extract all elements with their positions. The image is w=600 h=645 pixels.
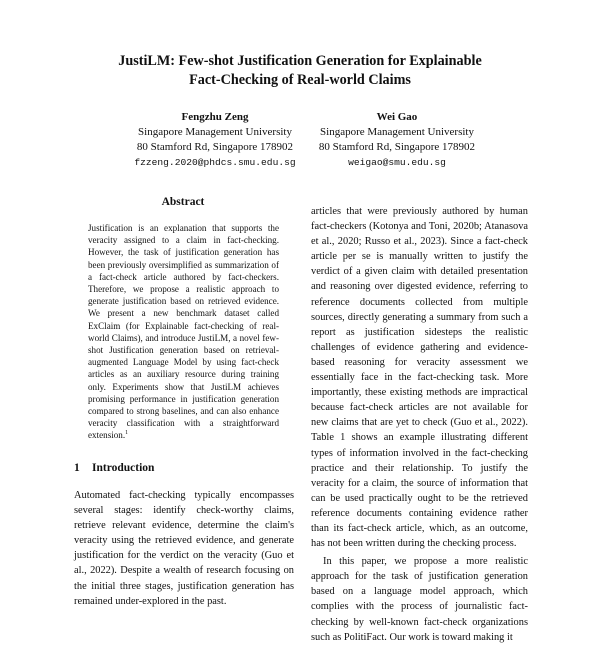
section-number: 1	[74, 462, 80, 474]
author-address: 80 Stamford Rd, Singapore 178902	[136, 141, 294, 153]
author-name: Wei Gao	[376, 111, 418, 123]
abstract-heading: Abstract	[161, 196, 205, 208]
author-name: Fengzhu Zeng	[181, 111, 249, 123]
left-column-body	[74, 488, 294, 609]
author-address: 80 Stamford Rd, Singapore 178902	[318, 141, 476, 153]
section-title: Introduction	[92, 462, 155, 474]
author-block-2	[287, 110, 507, 170]
author-affiliation: Singapore Management University	[320, 126, 474, 138]
abstract-text	[88, 222, 279, 442]
abstract-paragraph: Justification is an explanation that supports the veracity assigned to a claim in fact-checking. However, the task of justification generation has been previously oversimplified as summarization of a fact-check article authored by fact-checkers. Therefore, we propose a realistic approach to generate justification based on retrieved evidence. We present a new benchmark dataset called ExClaim (for Explainable fact-checking of real-world Claims), and introduce JustiLM, a novel few-shot Justification generation based on retrieval-augmented Language Model by using fact-check articles as an auxiliary resource during training only. Experiments show that JustiLM achieves promising performance in justification generation compared to strong baselines, and can also enhance veracity classification with a straightforward extension.	[88, 223, 279, 441]
author-email: fzzeng.2020@phdcs.smu.edu.sg	[134, 157, 296, 168]
footnote-mark: 1	[125, 430, 129, 437]
paper-title	[0, 52, 600, 90]
author-email: weigao@smu.edu.sg	[348, 157, 446, 168]
body-paragraph: articles that were previously authored by human fact-checkers (Kotonya and Toni, 2020b; Atanasova et al., 2020; Russo et al., 2023). Since a fact-check article per se is manually written to justify the verdict of a given claim with detailed presentation and reasoning over digested evidence, referring to reference documents collected from multiple sources, directly generating a summary from such a report as justification sidesteps the realistic challenges of evidence gathering and evidence-based reasoning for veracity assessment we essentially face in the fact-checking task. More importantly, these existing methods are impractical because fact-check articles are not available for new claims that are yet to check (Guo et al., 2022). Table 1 shows an example illustrating different types of information involved in the fact-checking practice and their relationship. To justify the veracity for a claim, the source of information that can be used practically ought to be the retrieved reference documents containing evidence rather than its fact-check article, which, as an outcome, has not been written during the checking process.	[311, 206, 528, 550]
section-heading-introduction	[74, 462, 294, 474]
body-paragraph: In this paper, we propose a more realistic approach for the task of justification generation based on a language model approach, which complies with the process of journalistic fact-checking by well-known fact-check organizations such as PolitiFact. Our work is toward making it	[311, 556, 528, 643]
author-affiliation: Singapore Management University	[138, 126, 292, 138]
title-line-2: Fact-Checking of Real-world Claims	[189, 72, 411, 88]
title-line-1: JustiLM: Few-shot Justification Generation for Explainable	[118, 53, 482, 69]
body-paragraph: Automated fact-checking typically encompasses several stages: identify check-worthy claims, retrieve relevant evidence, determine the claim's veracity using the retrieved evidence, and generate justification for the verdict on the veracity (Guo et al., 2022). Despite a wealth of research focusing on the initial three stages, justification generation has remained under-explored in the past.	[74, 490, 294, 607]
right-column-body	[311, 204, 528, 645]
